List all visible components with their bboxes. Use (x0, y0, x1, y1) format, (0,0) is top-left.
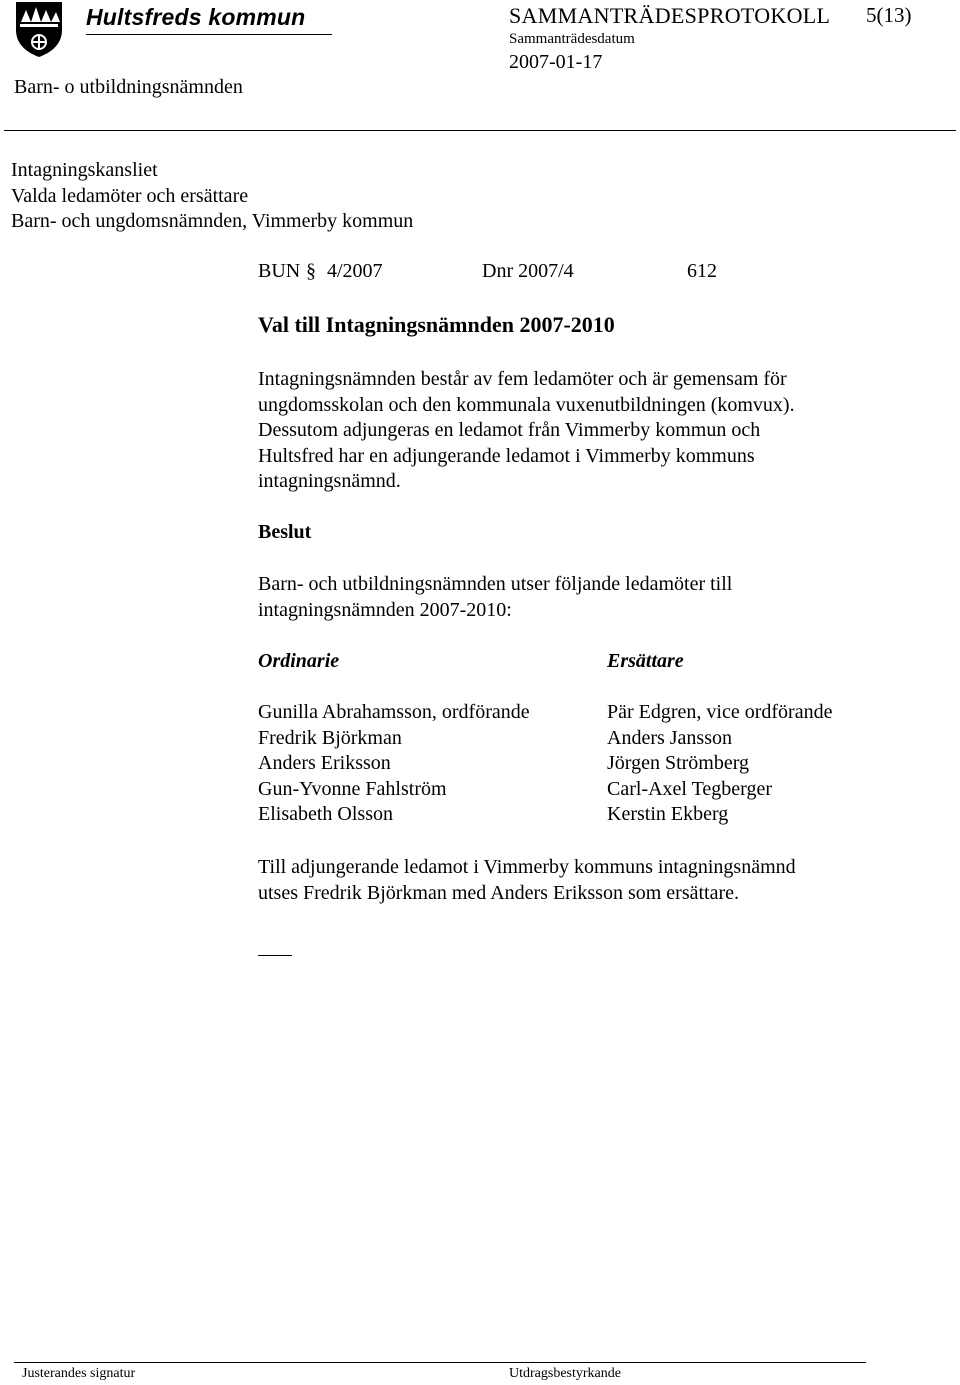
certificate-label: Utdragsbestyrkande (509, 1366, 621, 1381)
decision-heading: Beslut (258, 521, 312, 543)
list-item: Anders Eriksson (258, 752, 391, 774)
recipient-item: Valda ledamöter och ersättare (11, 184, 249, 207)
decision-paragraph (258, 572, 732, 623)
list-item: Jörgen Strömberg (607, 752, 750, 774)
section-heading: Val till Intagningsnämnden 2007-2010 (258, 312, 615, 337)
case-prefix: BUN (258, 260, 301, 282)
meeting-date-label: Sammanträdesdatum (509, 31, 635, 47)
section-end-mark (258, 955, 292, 956)
intro-paragraph (258, 367, 795, 495)
document-title: SAMMANTRÄDESPROTOKOLL (509, 3, 831, 28)
brand-underline (86, 34, 332, 35)
list-item: Fredrik Björkman (258, 726, 402, 749)
diary-number: Dnr 2007/4 (482, 260, 574, 282)
paragraph-line: intagningsnämnd. (258, 470, 401, 492)
meeting-date: 2007-01-17 (509, 51, 603, 73)
closing-paragraph (258, 855, 796, 906)
paragraph-line: Barn- och utbildningsnämnden utser följande ledamöter till (258, 573, 733, 595)
ersattare-heading: Ersättare (607, 650, 684, 672)
paragraph-line: Till adjungerande ledamot i Vimmerby kommuns intagningsnämnd (258, 856, 796, 878)
paragraph-line: Intagningsnämnden består av fem ledamöter och är gemensam för (258, 368, 787, 390)
page-number: 5(13) (866, 3, 912, 27)
brand-logotype: Hultsfreds kommun (86, 4, 306, 30)
recipient-item: Intagningskansliet (11, 159, 158, 181)
ordinarie-list (258, 700, 530, 828)
list-item: Gunilla Abrahamsson, ordförande (258, 701, 530, 723)
paragraph-line: ungdomsskolan och den kommunala vuxenutbildningen (komvux). (258, 393, 795, 416)
ersattare-list (607, 700, 832, 828)
organization-name: Barn- o utbildningsnämnden (14, 76, 243, 98)
paragraph-line: utses Fredrik Björkman med Anders Eriksson som ersättare. (258, 881, 740, 904)
list-item: Pär Edgren, vice ordförande (607, 701, 833, 723)
paragraph-line: Hultsfred har en adjungerande ledamot i Vimmerby kommuns (258, 444, 755, 467)
list-item: Kerstin Ekberg (607, 803, 729, 825)
footer-divider (14, 1362, 866, 1363)
municipality-coat-of-arms-icon (14, 0, 64, 58)
list-item: Anders Jansson (607, 726, 732, 749)
list-item: Carl-Axel Tegberger (607, 777, 773, 800)
header-divider (4, 130, 956, 131)
section-sign: § (306, 260, 316, 282)
archive-code: 612 (687, 260, 717, 282)
paragraph-line: intagningsnämnden 2007-2010: (258, 598, 512, 621)
list-item: Elisabeth Olsson (258, 803, 393, 825)
recipient-list (11, 158, 413, 235)
ordinarie-heading: Ordinarie (258, 650, 340, 672)
list-item: Gun-Yvonne Fahlström (258, 777, 447, 800)
signature-label: Justerandes signatur (22, 1366, 136, 1381)
recipient-item: Barn- och ungdomsnämnden, Vimmerby kommun (11, 210, 414, 232)
case-number: 4/2007 (327, 260, 383, 282)
paragraph-line: Dessutom adjungeras en ledamot från Vimmerby kommun och (258, 419, 761, 441)
